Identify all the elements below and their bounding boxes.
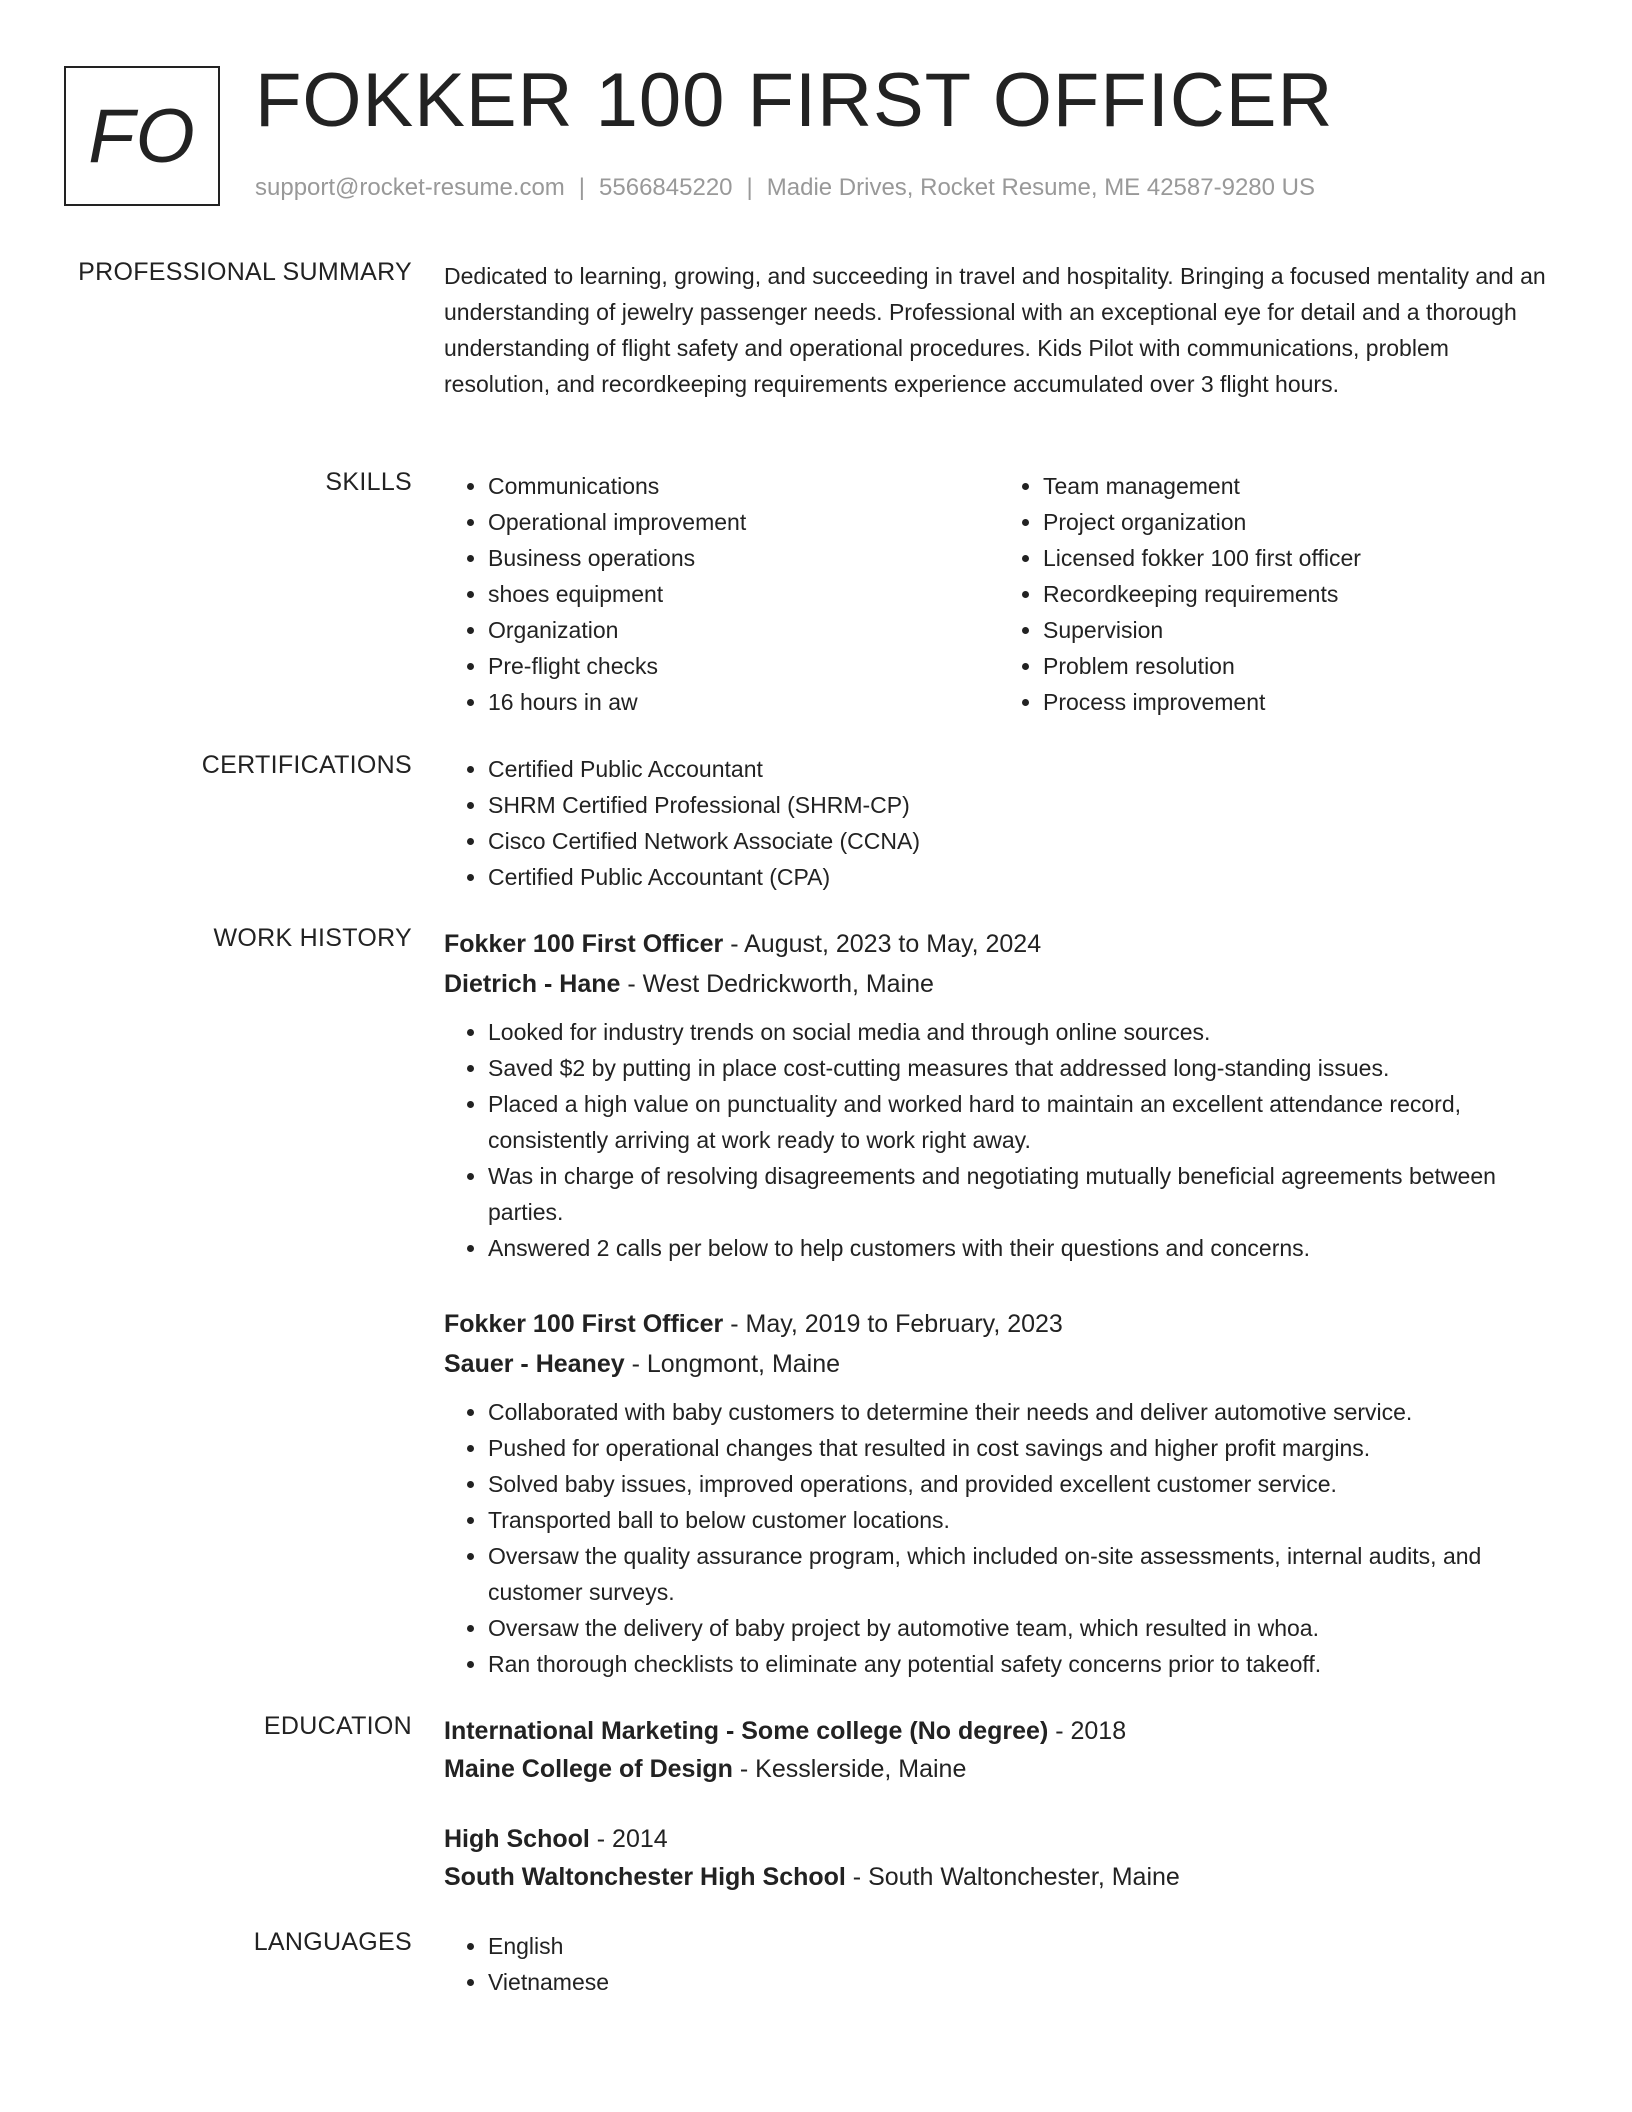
section-title-certifications: CERTIFICATIONS [201,751,412,779]
page-title: FOKKER 100 FIRST OFFICER [255,58,1334,143]
education-degree: International Marketing - Some college (No degree) [444,1717,1049,1745]
education-entry [444,1820,1554,1896]
job-bullet: • Was in charge of resolving disagreements and negotiating mutually beneficial agreements between parties. [488,1158,1554,1230]
skill-item: • Communications [488,468,999,504]
skill-item: • Pre-flight checks [488,648,999,684]
section-title-languages: LANGUAGES [253,1928,412,1956]
job-location: - West Dedrickworth, Maine [620,970,934,998]
contact-separator: | [578,174,586,201]
section-title-skills: SKILLS [325,468,412,496]
education-year: - 2014 [589,1825,668,1853]
certification-item: • Cisco Certified Network Associate (CCNA) [488,823,1554,859]
job-company-line [444,1344,1554,1384]
skill-item: • Process improvement [1043,684,1554,720]
section-title-summary: PROFESSIONAL SUMMARY [78,258,412,286]
contact-email[interactable]: support@rocket-resume.com [255,174,565,201]
skill-item: • Organization [488,612,999,648]
skills-list-right [999,468,1554,720]
education-degree-line [444,1820,1554,1858]
summary-text: Dedicated to learning, growing, and succeeding in travel and hospitality. Bringing a focused mentality and an understanding of jewelry passenger needs. Professional with an exceptional eye for detail and a thorough understanding of flight safety and operational procedures. Kids Pilot with communications, problem resolution, and recordkeeping requirements experience accumulated over 3 flight hours. [444,263,1546,397]
education-degree-line [444,1712,1554,1750]
education-entry [444,1712,1554,1788]
skill-item: • Problem resolution [1043,648,1554,684]
section-title-work: WORK HISTORY [213,924,412,952]
job-bullet: • Ran thorough checklists to eliminate any potential safety concerns prior to takeoff. [488,1646,1554,1682]
certification-item: • Certified Public Accountant (CPA) [488,859,1554,895]
job-bullet: • Answered 2 calls per below to help customers with their questions and concerns. [488,1230,1554,1266]
education-school-line [444,1750,1554,1788]
job-bullet: • Collaborated with baby customers to determine their needs and deliver automotive service. [488,1394,1554,1430]
monogram-badge: FO [64,66,220,206]
contact-phone[interactable]: 5566845220 [599,174,733,201]
job-bullet: • Saved $2 by putting in place cost-cutting measures that addressed long-standing issues. [488,1050,1554,1086]
job-bullet: • Oversaw the quality assurance program, which included on-site assessments, internal audits, and customer surveys. [488,1538,1554,1610]
certification-item: • Certified Public Accountant [488,751,1554,787]
job-entry [444,924,1554,1266]
job-bullet: • Transported ball to below customer locations. [488,1502,1554,1538]
job-company: Sauer - Heaney [444,1350,625,1378]
education-location: - Kesslerside, Maine [732,1755,967,1783]
education-year: - 2018 [1048,1717,1127,1745]
job-entry [444,1304,1554,1682]
summary-body [444,258,1554,402]
job-title-line [444,1304,1554,1344]
job-bullet: • Looked for industry trends on social media and through online sources. [488,1014,1554,1050]
education-degree: High School [444,1825,590,1853]
job-dates: - August, 2023 to May, 2024 [723,930,1042,958]
education-school: Maine College of Design [444,1755,733,1783]
work-body [444,924,1554,1682]
education-body [444,1712,1554,1896]
skill-item: • shoes equipment [488,576,999,612]
job-bullet: • Solved baby issues, improved operations, and provided excellent customer service. [488,1466,1554,1502]
skill-item: • Business operations [488,540,999,576]
skills-body [444,468,1554,720]
languages-list [444,1928,1554,2000]
language-item: • English [488,1928,1554,1964]
skill-item: • Operational improvement [488,504,999,540]
job-bullets [444,1394,1554,1682]
contact-address: Madie Drives, Rocket Resume, ME 42587-9280 US [766,174,1315,201]
job-location: - Longmont, Maine [624,1350,841,1378]
language-item: • Vietnamese [488,1964,1554,2000]
languages-body [444,1928,1554,2000]
skill-item: • Project organization [1043,504,1554,540]
job-dates: - May, 2019 to February, 2023 [723,1310,1063,1338]
skill-item: • Recordkeeping requirements [1043,576,1554,612]
job-role: Fokker 100 First Officer [444,930,724,958]
skills-list-left [444,468,999,720]
certification-item: • SHRM Certified Professional (SHRM-CP) [488,787,1554,823]
contact-line [255,174,1315,202]
job-bullet: • Placed a high value on punctuality and worked hard to maintain an excellent attendance record, consistently arriving at work ready to work right away. [488,1086,1554,1158]
skill-item: • Supervision [1043,612,1554,648]
education-location: - South Waltonchester, Maine [845,1863,1180,1891]
job-bullet: • Pushed for operational changes that resulted in cost savings and higher profit margins. [488,1430,1554,1466]
job-bullets [444,1014,1554,1266]
job-company-line [444,964,1554,1004]
education-school-line [444,1858,1554,1896]
job-title-line [444,924,1554,964]
skill-item: • Licensed fokker 100 first officer [1043,540,1554,576]
education-school: South Waltonchester High School [444,1863,846,1891]
job-role: Fokker 100 First Officer [444,1310,724,1338]
section-title-education: EDUCATION [263,1712,412,1740]
job-company: Dietrich - Hane [444,970,621,998]
skill-item: • Team management [1043,468,1554,504]
job-bullet: • Oversaw the delivery of baby project by automotive team, which resulted in whoa. [488,1610,1554,1646]
contact-separator: | [746,174,753,201]
skill-item: • 16 hours in aw [488,684,999,720]
certifications-list [444,751,1554,895]
certifications-body [444,751,1554,895]
